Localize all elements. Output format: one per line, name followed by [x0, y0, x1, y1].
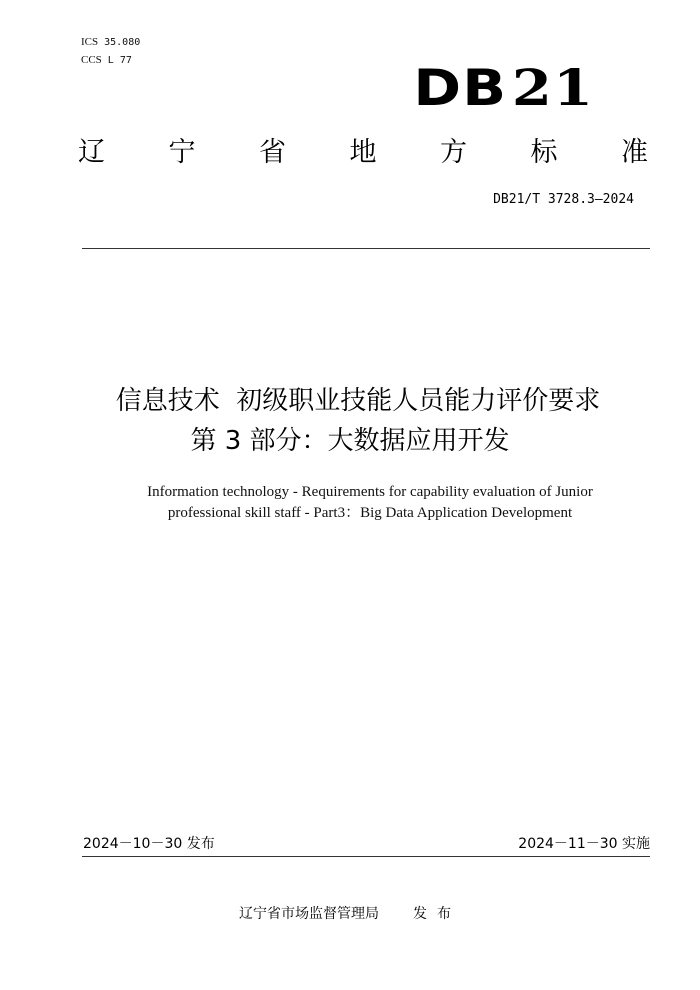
english-title-line-1: Information technology - Requirements for capability evaluation of Junior — [147, 484, 593, 500]
ccs-value: L 77 — [107, 55, 132, 66]
db21-logo — [413, 58, 594, 118]
ccs-label: CCS — [81, 54, 102, 66]
standard-type-char: 方 — [440, 137, 467, 168]
ics-code — [81, 34, 140, 51]
standard-number: DB21/T 3728.3—2024 — [493, 192, 634, 207]
top-divider — [82, 248, 650, 249]
standard-type-char: 标 — [530, 137, 558, 168]
english-title-line-2: professional skill staff - Part3：Big Data Application Development — [167, 505, 573, 521]
publish-date: 2024－10－30 发布 — [83, 836, 215, 852]
issuing-authority — [239, 904, 461, 924]
standard-type-char: 地 — [349, 137, 377, 168]
standard-type-char: 宁 — [168, 137, 196, 168]
ics-label: ICS — [81, 36, 99, 48]
implement-date: 2024－11－30 实施 — [518, 836, 650, 852]
ics-value: 35.080 — [104, 37, 141, 48]
standard-type-heading — [78, 135, 648, 171]
chinese-title-line-1: 信息技术 初级职业技能人员能力评价要求 — [115, 386, 601, 416]
standard-type-char: 辽 — [78, 137, 105, 168]
ccs-code — [81, 52, 132, 69]
standard-type-char: 准 — [621, 137, 648, 168]
logo-number: 21 — [511, 58, 594, 117]
authority-name: 辽宁省市场监督管理局 — [239, 906, 379, 922]
logo-letters: DB — [413, 59, 508, 117]
standard-type-char: 省 — [259, 137, 286, 168]
bottom-divider — [82, 856, 650, 857]
chinese-title-line-2: 第 3 部分：大数据应用开发 — [190, 426, 510, 456]
issue-word: 发布 — [413, 906, 461, 922]
